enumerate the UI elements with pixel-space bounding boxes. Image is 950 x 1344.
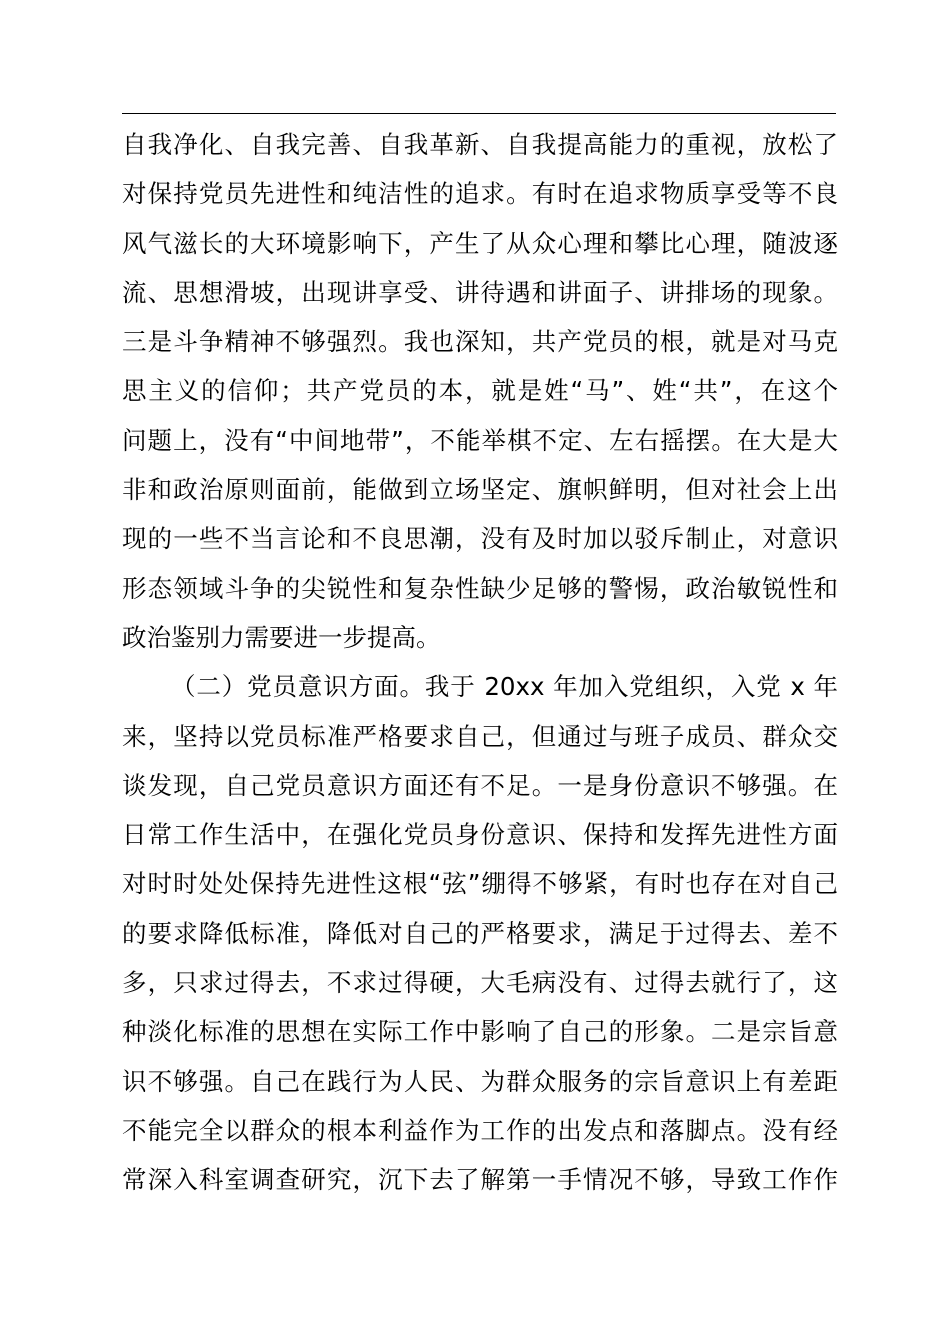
body-text [122, 120, 838, 1205]
text-line: 现的一些不当言论和不良思潮，没有及时加以驳斥制止，对意识 [122, 524, 838, 554]
section-heading-line: （二）党员意识方面。我于 20xx 年加入党组织，入党 x 年 [171, 672, 838, 702]
text-line: 常深入科室调查研究，沉下去了解第一手情况不够，导致工作作 [122, 1165, 838, 1195]
text-line: 非和政治原则面前，能做到立场坚定、旗帜鲜明，但对社会上出 [122, 475, 838, 505]
text-line: 不能完全以群众的根本利益作为工作的出发点和落脚点。没有经 [122, 1115, 838, 1145]
text-line: 谈发现，自己党员意识方面还有不足。一是身份意识不够强。在 [122, 770, 838, 800]
text-line: 思主义的信仰；共产党员的本，就是姓“马”、姓“共”，在这个 [122, 376, 838, 406]
text-line: 的要求降低标准，降低对自己的严格要求，满足于过得去、差不 [122, 918, 838, 948]
text-line: 问题上，没有“中间地带”，不能举棋不定、左右摇摆。在大是大 [122, 425, 838, 455]
text-line: 种淡化标准的思想在实际工作中影响了自己的形象。二是宗旨意 [122, 1017, 838, 1047]
text-line: 多，只求过得去，不求过得硬，大毛病没有、过得去就行了，这 [122, 968, 838, 998]
text-line: 对时时处处保持先进性这根“弦”绷得不够紧，有时也存在对自己 [122, 869, 838, 899]
text-line: 形态领域斗争的尖锐性和复杂性缺少足够的警惕，政治敏锐性和 [122, 573, 838, 603]
text-line: 自我净化、自我完善、自我革新、自我提高能力的重视，放松了 [122, 130, 838, 159]
text-line: 对保持党员先进性和纯洁性的追求。有时在追求物质享受等不良 [122, 179, 838, 209]
text-line: 来，坚持以党员标准严格要求自己，但通过与班子成员、群众交 [122, 721, 838, 751]
text-line: 日常工作生活中，在强化党员身份意识、保持和发挥先进性方面 [122, 820, 838, 850]
text-line: 三是斗争精神不够强烈。我也深知，共产党员的根，就是对马克 [122, 327, 838, 357]
text-line: 风气滋长的大环境影响下，产生了从众心理和攀比心理，随波逐 [122, 228, 838, 258]
text-line: 流、思想滑坡，出现讲享受、讲待遇和讲面子、讲排场的现象。 [122, 277, 838, 307]
text-line: 识不够强。自己在践行为人民、为群众服务的宗旨意识上有差距 [122, 1066, 838, 1096]
text-line: 政治鉴别力需要进一步提高。 [122, 622, 441, 652]
header-rule [122, 113, 836, 114]
